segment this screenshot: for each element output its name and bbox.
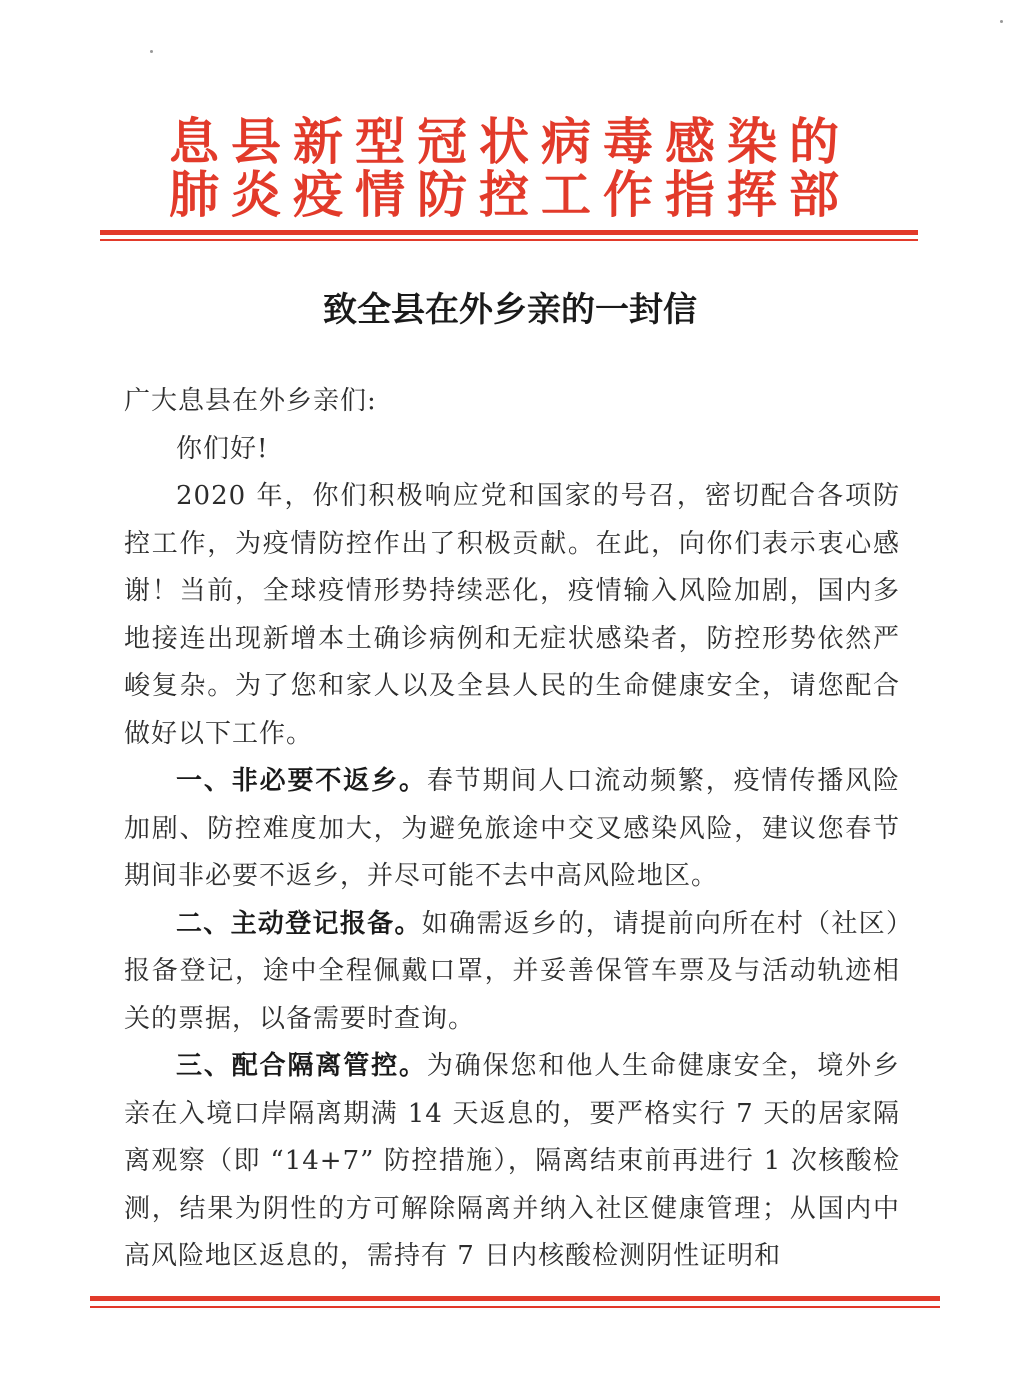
- header-divider-thin: [100, 239, 918, 241]
- section-1-paragraph: [124, 758, 900, 901]
- section-2-body: 如确需返乡的，请提前向所在村（社区）报备登记，途中全程佩戴口罩，并妥善保管车票及与活动轨迹相关的票据，以备需要时查询。: [124, 908, 900, 1034]
- scan-dot: [1000, 20, 1003, 23]
- header-title-line-1: 息县新型冠状病毒感染的: [169, 113, 851, 171]
- section-1-heading: 一、非必要不返乡。: [176, 766, 427, 796]
- letter-body: [124, 378, 900, 1281]
- header-divider-thick: [100, 230, 918, 235]
- intro-paragraph: 2020 年，你们积极响应党和国家的号召，密切配合各项防控工作，为疫情防控作出了积极贡献。在此，向你们表示衷心感谢！当前，全球疫情形势持续恶化，疫情输入风险加剧，国内多地接连出现新增本土确诊病例和无症状感染者，防控形势依然严峻复杂。为了您和家人以及全县人民的生命健康安全，请您配合做好以下工作。: [124, 481, 900, 749]
- section-2-paragraph: [124, 901, 900, 1044]
- letter-title: 致全县在外乡亲的一封信: [323, 290, 697, 330]
- section-2-heading: 二、主动登记报备。: [176, 908, 422, 939]
- footer-divider-thick: [90, 1296, 940, 1301]
- section-3-paragraph: [124, 1043, 900, 1281]
- header-title-line-2: 肺炎疫情防控工作指挥部: [169, 166, 851, 224]
- section-1-body: 春节期间人口流动频繁，疫情传播风险加剧、防控难度加大，为避免旅途中交叉感染风险，建议您春节期间非必要不返乡，并尽可能不去中高风险地区。: [124, 766, 900, 891]
- section-3-heading: 三、配合隔离管控。: [176, 1051, 427, 1081]
- greeting: 你们好!: [176, 433, 269, 464]
- footer-divider-thin: [90, 1306, 940, 1308]
- scan-dot: [150, 50, 153, 53]
- section-3-body: 为确保您和他人生命健康安全，境外乡亲在入境口岸隔离期满 14 天返息的，要严格实行 7 天的居家隔离观察（即 “14+7” 防控措施），隔离结束前再进行 1 次核酸检测，结果为阴性的方可解除隔离并纳入社区健康管理；从国内中高风险地区返息的，需持有 7 日内核酸检测阴性证明和: [124, 1051, 900, 1271]
- salutation: 广大息县在外乡亲们:: [124, 386, 377, 416]
